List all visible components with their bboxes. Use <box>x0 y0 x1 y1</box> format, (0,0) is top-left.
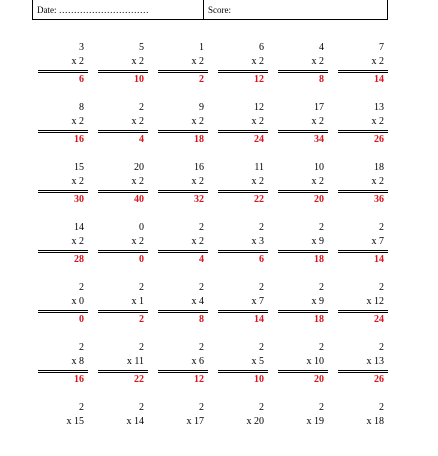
multiplicand: 7 <box>379 42 384 53</box>
answer-rule <box>98 132 148 133</box>
answer: 30 <box>74 194 84 205</box>
multiplication-problem <box>32 336 92 396</box>
answer-rule <box>158 190 208 191</box>
answer-rule <box>338 72 388 73</box>
multiplier: x 2 <box>311 176 324 187</box>
answer-rule <box>158 372 208 373</box>
answer-rule <box>158 192 208 193</box>
multiplication-problem <box>272 276 332 336</box>
answer-rule <box>38 72 88 73</box>
multiplication-problem <box>272 156 332 216</box>
answer-rule <box>98 130 148 131</box>
multiplication-problem <box>32 36 92 96</box>
multiplier: x 6 <box>191 356 204 367</box>
multiplicand: 4 <box>319 42 324 53</box>
multiplicand: 2 <box>379 222 384 233</box>
multiplication-problem <box>92 276 152 336</box>
multiplication-problem <box>272 96 332 156</box>
answer-rule <box>38 370 88 371</box>
multiplicand: 2 <box>319 342 324 353</box>
answer-rule <box>278 132 328 133</box>
answer-rule <box>158 252 208 253</box>
answer-rule <box>158 312 208 313</box>
multiplier: x 9 <box>311 236 324 247</box>
multiplicand: 2 <box>259 222 264 233</box>
multiplication-problem <box>332 276 392 336</box>
multiplication-problem <box>212 156 272 216</box>
answer: 4 <box>199 254 204 265</box>
multiplicand: 2 <box>139 282 144 293</box>
problem-row <box>32 36 392 96</box>
multiplier: x 12 <box>366 296 384 307</box>
answer-rule <box>38 250 88 251</box>
multiplier: x 11 <box>126 356 144 367</box>
answer: 18 <box>314 314 324 325</box>
answer: 12 <box>194 374 204 385</box>
answer: 0 <box>139 254 144 265</box>
answer-rule <box>218 192 268 193</box>
multiplicand: 15 <box>74 162 84 173</box>
multiplier: x 2 <box>251 56 264 67</box>
multiplier: x 2 <box>371 56 384 67</box>
multiplier: x 14 <box>126 416 144 427</box>
answer-rule <box>278 130 328 131</box>
problem-grid <box>32 36 392 456</box>
answer-rule <box>218 190 268 191</box>
answer-rule <box>278 72 328 73</box>
multiplication-problem <box>152 96 212 156</box>
answer-rule <box>278 190 328 191</box>
multiplication-problem <box>272 36 332 96</box>
answer-rule <box>278 192 328 193</box>
multiplication-problem <box>212 396 272 456</box>
multiplier: x 2 <box>191 236 204 247</box>
multiplication-problem <box>92 96 152 156</box>
multiplier: x 2 <box>71 56 84 67</box>
answer: 10 <box>134 74 144 85</box>
answer-rule <box>98 370 148 371</box>
multiplication-problem <box>32 276 92 336</box>
answer-rule <box>278 312 328 313</box>
answer-rule <box>278 372 328 373</box>
answer-rule <box>278 250 328 251</box>
multiplication-problem <box>152 336 212 396</box>
answer-rule <box>218 312 268 313</box>
multiplication-problem <box>152 216 212 276</box>
multiplier: x 7 <box>251 296 264 307</box>
multiplication-problem <box>332 216 392 276</box>
multiplicand: 6 <box>259 42 264 53</box>
answer-rule <box>278 70 328 71</box>
multiplicand: 2 <box>259 282 264 293</box>
answer-rule <box>38 310 88 311</box>
multiplication-problem <box>32 216 92 276</box>
answer-rule <box>158 130 208 131</box>
problem-row <box>32 156 392 216</box>
answer-rule <box>38 192 88 193</box>
answer: 6 <box>259 254 264 265</box>
multiplier: x 2 <box>191 116 204 127</box>
multiplicand: 2 <box>139 402 144 413</box>
multiplication-problem <box>332 396 392 456</box>
multiplicand: 11 <box>254 162 264 173</box>
multiplicand: 17 <box>314 102 324 113</box>
answer-rule <box>98 310 148 311</box>
answer-rule <box>338 370 388 371</box>
multiplicand: 20 <box>134 162 144 173</box>
answer-rule <box>338 190 388 191</box>
multiplier: x 20 <box>246 416 264 427</box>
multiplier: x 15 <box>66 416 84 427</box>
answer-rule <box>338 132 388 133</box>
multiplier: x 4 <box>191 296 204 307</box>
answer-rule <box>98 192 148 193</box>
problem-row <box>32 396 392 456</box>
multiplicand: 13 <box>374 102 384 113</box>
answer-rule <box>218 370 268 371</box>
multiplicand: 2 <box>199 402 204 413</box>
answer: 40 <box>134 194 144 205</box>
multiplier: x 1 <box>131 296 144 307</box>
answer-rule <box>98 250 148 251</box>
answer: 0 <box>79 314 84 325</box>
answer: 8 <box>199 314 204 325</box>
answer-rule <box>38 312 88 313</box>
multiplication-problem <box>92 216 152 276</box>
score-field <box>204 0 387 19</box>
multiplier: x 0 <box>71 296 84 307</box>
multiplier: x 2 <box>131 56 144 67</box>
answer: 14 <box>374 74 384 85</box>
multiplicand: 2 <box>199 282 204 293</box>
multiplier: x 18 <box>366 416 384 427</box>
multiplication-problem <box>332 156 392 216</box>
multiplicand: 2 <box>79 342 84 353</box>
answer-rule <box>218 132 268 133</box>
multiplicand: 12 <box>254 102 264 113</box>
multiplier: x 2 <box>311 56 324 67</box>
multiplication-problem <box>272 216 332 276</box>
answer-rule <box>158 250 208 251</box>
answer-rule <box>38 70 88 71</box>
answer-rule <box>218 72 268 73</box>
multiplier: x 10 <box>306 356 324 367</box>
answer-rule <box>338 310 388 311</box>
multiplicand: 5 <box>139 42 144 53</box>
answer-rule <box>98 372 148 373</box>
answer-rule <box>338 252 388 253</box>
multiplication-problem <box>212 336 272 396</box>
multiplication-problem <box>272 396 332 456</box>
answer: 8 <box>319 74 324 85</box>
multiplier: x 8 <box>71 356 84 367</box>
answer: 4 <box>139 134 144 145</box>
multiplicand: 2 <box>319 402 324 413</box>
answer-rule <box>38 132 88 133</box>
multiplication-problem <box>152 396 212 456</box>
answer: 34 <box>314 134 324 145</box>
multiplier: x 2 <box>131 236 144 247</box>
answer-rule <box>158 72 208 73</box>
multiplier: x 2 <box>131 116 144 127</box>
answer: 22 <box>134 374 144 385</box>
multiplication-problem <box>152 276 212 336</box>
multiplicand: 2 <box>379 402 384 413</box>
multiplier: x 2 <box>251 116 264 127</box>
answer-rule <box>158 310 208 311</box>
answer: 10 <box>254 374 264 385</box>
answer-rule <box>38 252 88 253</box>
answer: 6 <box>79 74 84 85</box>
multiplication-problem <box>332 96 392 156</box>
multiplication-problem <box>32 396 92 456</box>
multiplier: x 2 <box>191 56 204 67</box>
multiplier: x 2 <box>311 116 324 127</box>
answer-rule <box>98 252 148 253</box>
multiplicand: 2 <box>379 282 384 293</box>
answer-rule <box>338 192 388 193</box>
answer: 20 <box>314 374 324 385</box>
answer: 16 <box>74 134 84 145</box>
answer: 14 <box>254 314 264 325</box>
multiplication-problem <box>92 156 152 216</box>
answer-rule <box>338 250 388 251</box>
answer: 28 <box>74 254 84 265</box>
multiplier: x 2 <box>371 176 384 187</box>
multiplicand: 1 <box>199 42 204 53</box>
multiplication-problem <box>32 156 92 216</box>
multiplier: x 2 <box>251 176 264 187</box>
worksheet-header <box>32 0 388 20</box>
answer-rule <box>338 312 388 313</box>
answer: 22 <box>254 194 264 205</box>
multiplier: x 5 <box>251 356 264 367</box>
multiplicand: 8 <box>79 102 84 113</box>
answer: 20 <box>314 194 324 205</box>
multiplier: x 7 <box>371 236 384 247</box>
multiplier: x 9 <box>311 296 324 307</box>
multiplication-problem <box>152 156 212 216</box>
multiplication-problem <box>92 336 152 396</box>
problem-row <box>32 276 392 336</box>
answer: 12 <box>254 74 264 85</box>
multiplication-problem <box>332 336 392 396</box>
multiplication-problem <box>152 36 212 96</box>
multiplier: x 2 <box>131 176 144 187</box>
multiplicand: 2 <box>79 402 84 413</box>
multiplier: x 17 <box>186 416 204 427</box>
answer-rule <box>38 372 88 373</box>
multiplicand: 2 <box>199 342 204 353</box>
multiplicand: 2 <box>199 222 204 233</box>
multiplier: x 2 <box>371 116 384 127</box>
multiplicand: 3 <box>79 42 84 53</box>
answer: 24 <box>374 314 384 325</box>
answer-rule <box>218 372 268 373</box>
answer-rule <box>38 190 88 191</box>
score-label: Score: <box>208 4 231 15</box>
answer: 14 <box>374 254 384 265</box>
multiplier: x 2 <box>71 116 84 127</box>
answer: 36 <box>374 194 384 205</box>
answer-rule <box>278 310 328 311</box>
multiplier: x 19 <box>306 416 324 427</box>
answer-rule <box>98 190 148 191</box>
answer: 32 <box>194 194 204 205</box>
multiplicand: 2 <box>259 402 264 413</box>
answer: 24 <box>254 134 264 145</box>
problem-row <box>32 216 392 276</box>
answer: 18 <box>194 134 204 145</box>
multiplicand: 2 <box>319 282 324 293</box>
answer-rule <box>278 252 328 253</box>
multiplication-problem <box>212 36 272 96</box>
answer-rule <box>218 70 268 71</box>
multiplicand: 14 <box>74 222 84 233</box>
multiplicand: 9 <box>199 102 204 113</box>
multiplication-problem <box>32 96 92 156</box>
multiplication-problem <box>272 336 332 396</box>
answer-rule <box>158 370 208 371</box>
multiplier: x 2 <box>191 176 204 187</box>
answer-rule <box>218 252 268 253</box>
multiplication-problem <box>212 276 272 336</box>
multiplicand: 2 <box>139 342 144 353</box>
multiplicand: 2 <box>379 342 384 353</box>
answer-rule <box>338 372 388 373</box>
date-field <box>33 0 204 19</box>
multiplication-problem <box>92 36 152 96</box>
answer: 16 <box>74 374 84 385</box>
date-label: Date: ………………………… <box>37 4 149 15</box>
multiplicand: 16 <box>194 162 204 173</box>
multiplication-problem <box>212 96 272 156</box>
answer-rule <box>158 70 208 71</box>
multiplicand: 2 <box>139 102 144 113</box>
multiplier: x 2 <box>71 236 84 247</box>
answer: 26 <box>374 134 384 145</box>
answer-rule <box>218 250 268 251</box>
multiplication-problem <box>92 396 152 456</box>
answer-rule <box>98 312 148 313</box>
answer-rule <box>338 130 388 131</box>
multiplication-problem <box>212 216 272 276</box>
problem-row <box>32 96 392 156</box>
multiplicand: 2 <box>259 342 264 353</box>
multiplicand: 18 <box>374 162 384 173</box>
multiplier: x 2 <box>71 176 84 187</box>
answer-rule <box>38 130 88 131</box>
answer-rule <box>158 132 208 133</box>
multiplicand: 10 <box>314 162 324 173</box>
multiplication-problem <box>332 36 392 96</box>
answer-rule <box>278 370 328 371</box>
multiplicand: 0 <box>139 222 144 233</box>
answer-rule <box>338 70 388 71</box>
multiplicand: 2 <box>79 282 84 293</box>
problem-row <box>32 336 392 396</box>
answer-rule <box>218 130 268 131</box>
multiplier: x 13 <box>366 356 384 367</box>
answer-rule <box>98 70 148 71</box>
answer-rule <box>218 310 268 311</box>
answer: 18 <box>314 254 324 265</box>
answer-rule <box>98 72 148 73</box>
multiplier: x 3 <box>251 236 264 247</box>
answer: 26 <box>374 374 384 385</box>
answer: 2 <box>139 314 144 325</box>
answer: 2 <box>199 74 204 85</box>
multiplicand: 2 <box>319 222 324 233</box>
